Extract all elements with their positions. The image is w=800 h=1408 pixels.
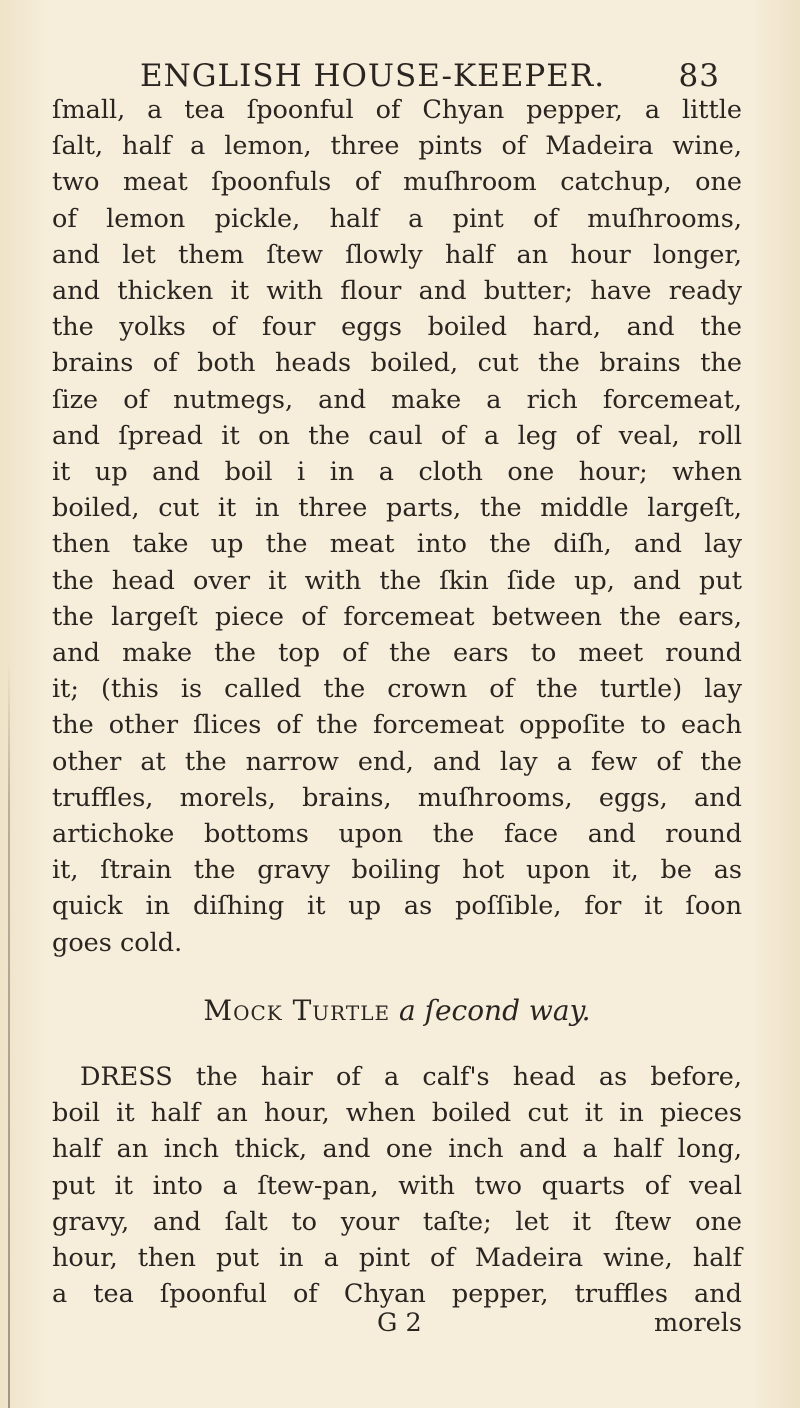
text-line: ſize of nutmegs, and make a rich forcemeat,	[52, 384, 742, 415]
text-line: hour, then put in a pint of Madeira wine, half	[52, 1243, 742, 1274]
text-line: gravy, and ſalt to your taſte; let it ſtew one	[52, 1206, 742, 1237]
heading-subtitle: a ſecond way.	[398, 993, 591, 1027]
heading-title: Mock Turtle	[203, 993, 391, 1027]
text-line: the yolks of four eggs boiled hard, and the	[52, 312, 742, 343]
text-line: half an inch thick, and one inch and a half long,	[52, 1134, 742, 1165]
text-line: and thicken it with flour and butter; have ready	[52, 276, 742, 307]
body-text	[52, 92, 742, 1313]
paragraph-1	[52, 92, 742, 961]
page-footer	[52, 1308, 742, 1344]
text-line: and make the top of the ears to meet round	[52, 638, 742, 669]
text-line: it; (this is called the crown of the turtle) lay	[52, 674, 742, 705]
section-heading	[52, 993, 742, 1029]
text-line: boiled, cut it in three parts, the middle largeſt,	[52, 493, 742, 524]
text-line: it, ſtrain the gravy boiling hot upon it, be as	[52, 855, 742, 886]
text-line: the largeſt piece of forcemeat between the ears,	[52, 601, 742, 632]
text-line: boil it half an hour, when boiled cut it in pieces	[52, 1098, 742, 1129]
text-line: the head over it with the ſkin ſide up, and put	[52, 565, 742, 596]
text-line: it up and boil i in a cloth one hour; when	[52, 457, 742, 488]
text-line: brains of both heads boiled, cut the brains the	[52, 348, 742, 379]
text-line: and ſpread it on the caul of a leg of veal, roll	[52, 420, 742, 451]
text-line: DRESS the hair of a calf's head as before,	[80, 1062, 742, 1093]
page-edge-shadow	[8, 660, 10, 1408]
text-line: of lemon pickle, half a pint of muſhrooms,	[52, 203, 742, 234]
text-line: then take up the meat into the diſh, and lay	[52, 529, 742, 560]
text-line: ſmall, a tea ſpoonful of Chyan pepper, a little	[52, 95, 742, 125]
text-line: artichoke bottoms upon the face and round	[52, 819, 742, 850]
header-title: ENGLISH HOUSE-KEEPER.	[140, 58, 606, 94]
signature-mark: G 2	[377, 1308, 422, 1338]
text-line: two meat ſpoonfuls of muſhroom catchup, one	[52, 167, 742, 198]
page-number: 83	[678, 58, 720, 94]
running-header	[140, 58, 720, 94]
text-line: other at the narrow end, and lay a few of the	[52, 746, 742, 777]
text-line: the other ſlices of the forcemeat oppoſite to each	[52, 710, 742, 741]
catchword: morels	[653, 1308, 742, 1338]
text-line: a tea ſpoonful of Chyan pepper, truffles and	[52, 1279, 742, 1310]
text-line: goes cold.	[52, 927, 183, 958]
text-line: and let them ſtew ſlowly half an hour longer,	[52, 239, 742, 270]
text-line: ſalt, half a lemon, three pints of Madeira wine,	[52, 131, 742, 162]
text-line: put it into a ſtew-pan, with two quarts of veal	[52, 1170, 742, 1201]
text-line: truffles, morels, brains, muſhrooms, eggs, and	[52, 782, 742, 813]
paragraph-2	[52, 1059, 742, 1312]
text-line: quick in diſhing it up as poſſible, for it ſoon	[52, 891, 742, 922]
